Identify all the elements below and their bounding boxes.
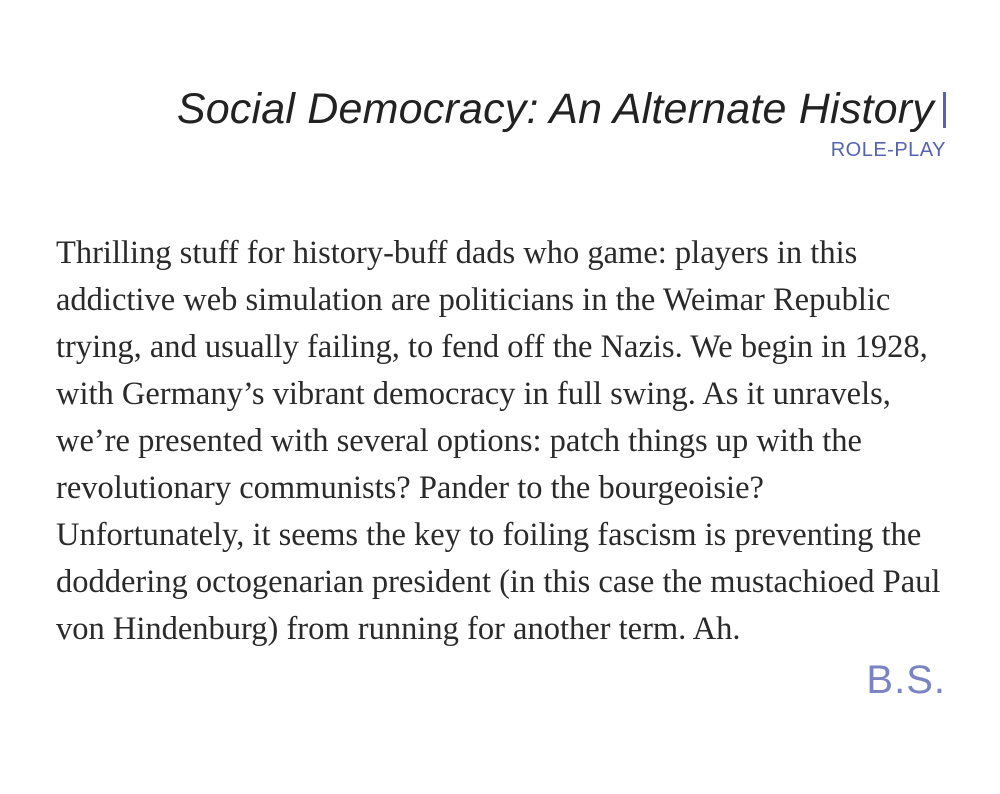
author-initials: B.S. [866, 658, 946, 702]
title-row [177, 86, 946, 133]
review-header [177, 86, 946, 162]
game-title: Social Democracy: An Alternate History [176, 85, 934, 133]
category-label: ROLE-PLAY [830, 139, 946, 162]
title-accent-bar [943, 92, 946, 128]
review-body: Thrilling stuff for history-buff dads who game: players in this addictive web simulation are politicians in the Weimar Republic trying, and usually failing, to fend off the Nazis. We begin in 1928, with Germany’s vibrant democracy in full swing. As it unravels, we’re presented with several options: patch things up with the revolutionary communists? Pander to the bourgeoisie? Unfortunately, it seems the key to foiling fascism is preventing the doddering octogenarian president (in this case the mustachioed Paul von Hindenburg) from running for another term. Ah. [56, 235, 941, 647]
